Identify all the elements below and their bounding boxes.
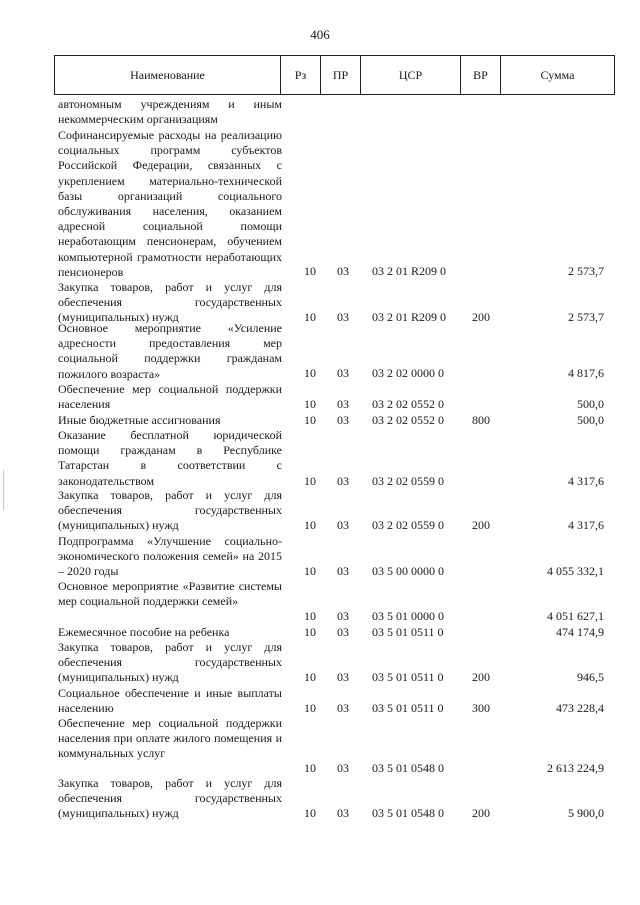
row-rz: 10 xyxy=(304,413,316,427)
row-name: Подпрограмма «Улучшение социально-экономического положения семей» на 2015 – 2020 годы xyxy=(58,534,282,579)
row-rz: 10 xyxy=(304,564,316,578)
row-name: Оказание бесплатной юридической помощи гражданам в Республике Татарстан в соответствии с законодательством xyxy=(58,428,282,488)
row-name: Ежемесячное пособие на ребенка xyxy=(58,625,230,639)
row-csr: 03 2 02 0559 0 xyxy=(372,518,444,532)
table-header xyxy=(54,55,615,95)
row-sum: 4 051 627,1 xyxy=(547,609,604,623)
header-rz: Рз xyxy=(280,56,320,94)
row-pr: 03 xyxy=(337,625,349,639)
scan-margin-mark xyxy=(3,470,4,510)
row-vr: 200 xyxy=(472,518,490,532)
row-vr: 200 xyxy=(472,670,490,684)
row-name: автономным учреждениям и иным некоммерческим организациям xyxy=(58,97,282,127)
row-sum: 946,5 xyxy=(577,670,604,684)
row-pr: 03 xyxy=(337,761,349,775)
row-name: Закупка товаров, работ и услуг для обеспечения государственных (муниципальных) нужд xyxy=(58,640,282,685)
row-vr: 200 xyxy=(472,806,490,820)
row-vr: 800 xyxy=(472,413,490,427)
header-name: Наименование xyxy=(130,68,205,82)
row-csr: 03 2 01 R209 0 xyxy=(372,310,447,324)
row-name: Иные бюджетные ассигнования xyxy=(58,413,221,427)
row-csr: 03 5 01 0511 0 xyxy=(372,625,444,639)
row-pr: 03 xyxy=(337,413,349,427)
row-sum: 500,0 xyxy=(577,413,604,427)
row-pr: 03 xyxy=(337,310,349,324)
row-name: Обеспечение мер социальной поддержки населения xyxy=(58,382,282,412)
row-sum: 4 317,6 xyxy=(568,518,604,532)
row-sum: 5 900,0 xyxy=(568,806,604,820)
row-name: Софинансируемые расходы на реализацию социальных программ субъектов Российской Федерации, связанных с укреплением материально-технической базы организаций социального обслуживания населения, оказанием адресной социальной помощи неработающим пенсионерам, обучением компьютерной грамотности неработающих пенсионеров xyxy=(58,128,282,279)
row-csr: 03 5 01 0548 0 xyxy=(372,806,444,820)
row-rz: 10 xyxy=(304,625,316,639)
row-sum: 500,0 xyxy=(577,397,604,411)
row-name: Обеспечение мер социальной поддержки населения при оплате жилого помещения и коммунальных услуг xyxy=(58,716,282,761)
row-sum: 474 174,9 xyxy=(556,625,604,639)
row-sum: 4 317,6 xyxy=(568,474,604,488)
row-rz: 10 xyxy=(304,806,316,820)
row-name: Основное мероприятие «Развитие системы мер социальной поддержки семей» xyxy=(58,579,282,609)
row-vr: 200 xyxy=(472,310,490,324)
row-csr: 03 5 01 0511 0 xyxy=(372,701,444,715)
row-sum: 2 573,7 xyxy=(568,264,604,278)
row-rz: 10 xyxy=(304,701,316,715)
row-rz: 10 xyxy=(304,264,316,278)
row-csr: 03 5 01 0548 0 xyxy=(372,761,444,775)
row-rz: 10 xyxy=(304,397,316,411)
row-vr: 300 xyxy=(472,701,490,715)
row-sum: 4 817,6 xyxy=(568,366,604,380)
row-rz: 10 xyxy=(304,761,316,775)
row-sum: 2 613 224,9 xyxy=(547,761,604,775)
header-vr: ВР xyxy=(460,56,500,94)
row-rz: 10 xyxy=(304,474,316,488)
row-pr: 03 xyxy=(337,518,349,532)
row-sum: 4 055 332,1 xyxy=(547,564,604,578)
row-name: Социальное обеспечение и иные выплаты населению xyxy=(58,686,282,716)
row-csr: 03 2 02 0000 0 xyxy=(372,366,444,380)
row-rz: 10 xyxy=(304,518,316,532)
row-csr: 03 2 02 0559 0 xyxy=(372,474,444,488)
row-name: Закупка товаров, работ и услуг для обеспечения государственных (муниципальных) нужд xyxy=(58,776,282,821)
row-csr: 03 5 01 0511 0 xyxy=(372,670,444,684)
header-csr: ЦСР xyxy=(360,56,460,94)
row-csr: 03 5 01 0000 0 xyxy=(372,609,444,623)
row-name: Основное мероприятие «Усиление адресности предоставления мер социальной поддержки гражданам пожилого возраста» xyxy=(58,321,282,381)
header-sum: Сумма xyxy=(500,56,614,94)
row-name: Закупка товаров, работ и услуг для обеспечения государственных (муниципальных) нужд xyxy=(58,488,282,533)
row-sum: 2 573,7 xyxy=(568,310,604,324)
row-pr: 03 xyxy=(337,609,349,623)
header-pr: ПР xyxy=(320,56,360,94)
row-sum: 473 228,4 xyxy=(556,701,604,715)
row-pr: 03 xyxy=(337,670,349,684)
row-csr: 03 2 02 0552 0 xyxy=(372,413,444,427)
row-pr: 03 xyxy=(337,701,349,715)
row-csr: 03 2 01 R209 0 xyxy=(372,264,447,278)
row-pr: 03 xyxy=(337,397,349,411)
row-pr: 03 xyxy=(337,474,349,488)
row-pr: 03 xyxy=(337,806,349,820)
row-rz: 10 xyxy=(304,609,316,623)
row-csr: 03 2 02 0552 0 xyxy=(372,397,444,411)
page-number: 406 xyxy=(310,27,330,42)
row-rz: 10 xyxy=(304,670,316,684)
row-pr: 03 xyxy=(337,366,349,380)
row-rz: 10 xyxy=(304,366,316,380)
row-pr: 03 xyxy=(337,264,349,278)
row-rz: 10 xyxy=(304,310,316,324)
row-pr: 03 xyxy=(337,564,349,578)
row-csr: 03 5 00 0000 0 xyxy=(372,564,444,578)
row-name: Закупка товаров, работ и услуг для обеспечения государственных (муниципальных) нужд xyxy=(58,280,282,325)
